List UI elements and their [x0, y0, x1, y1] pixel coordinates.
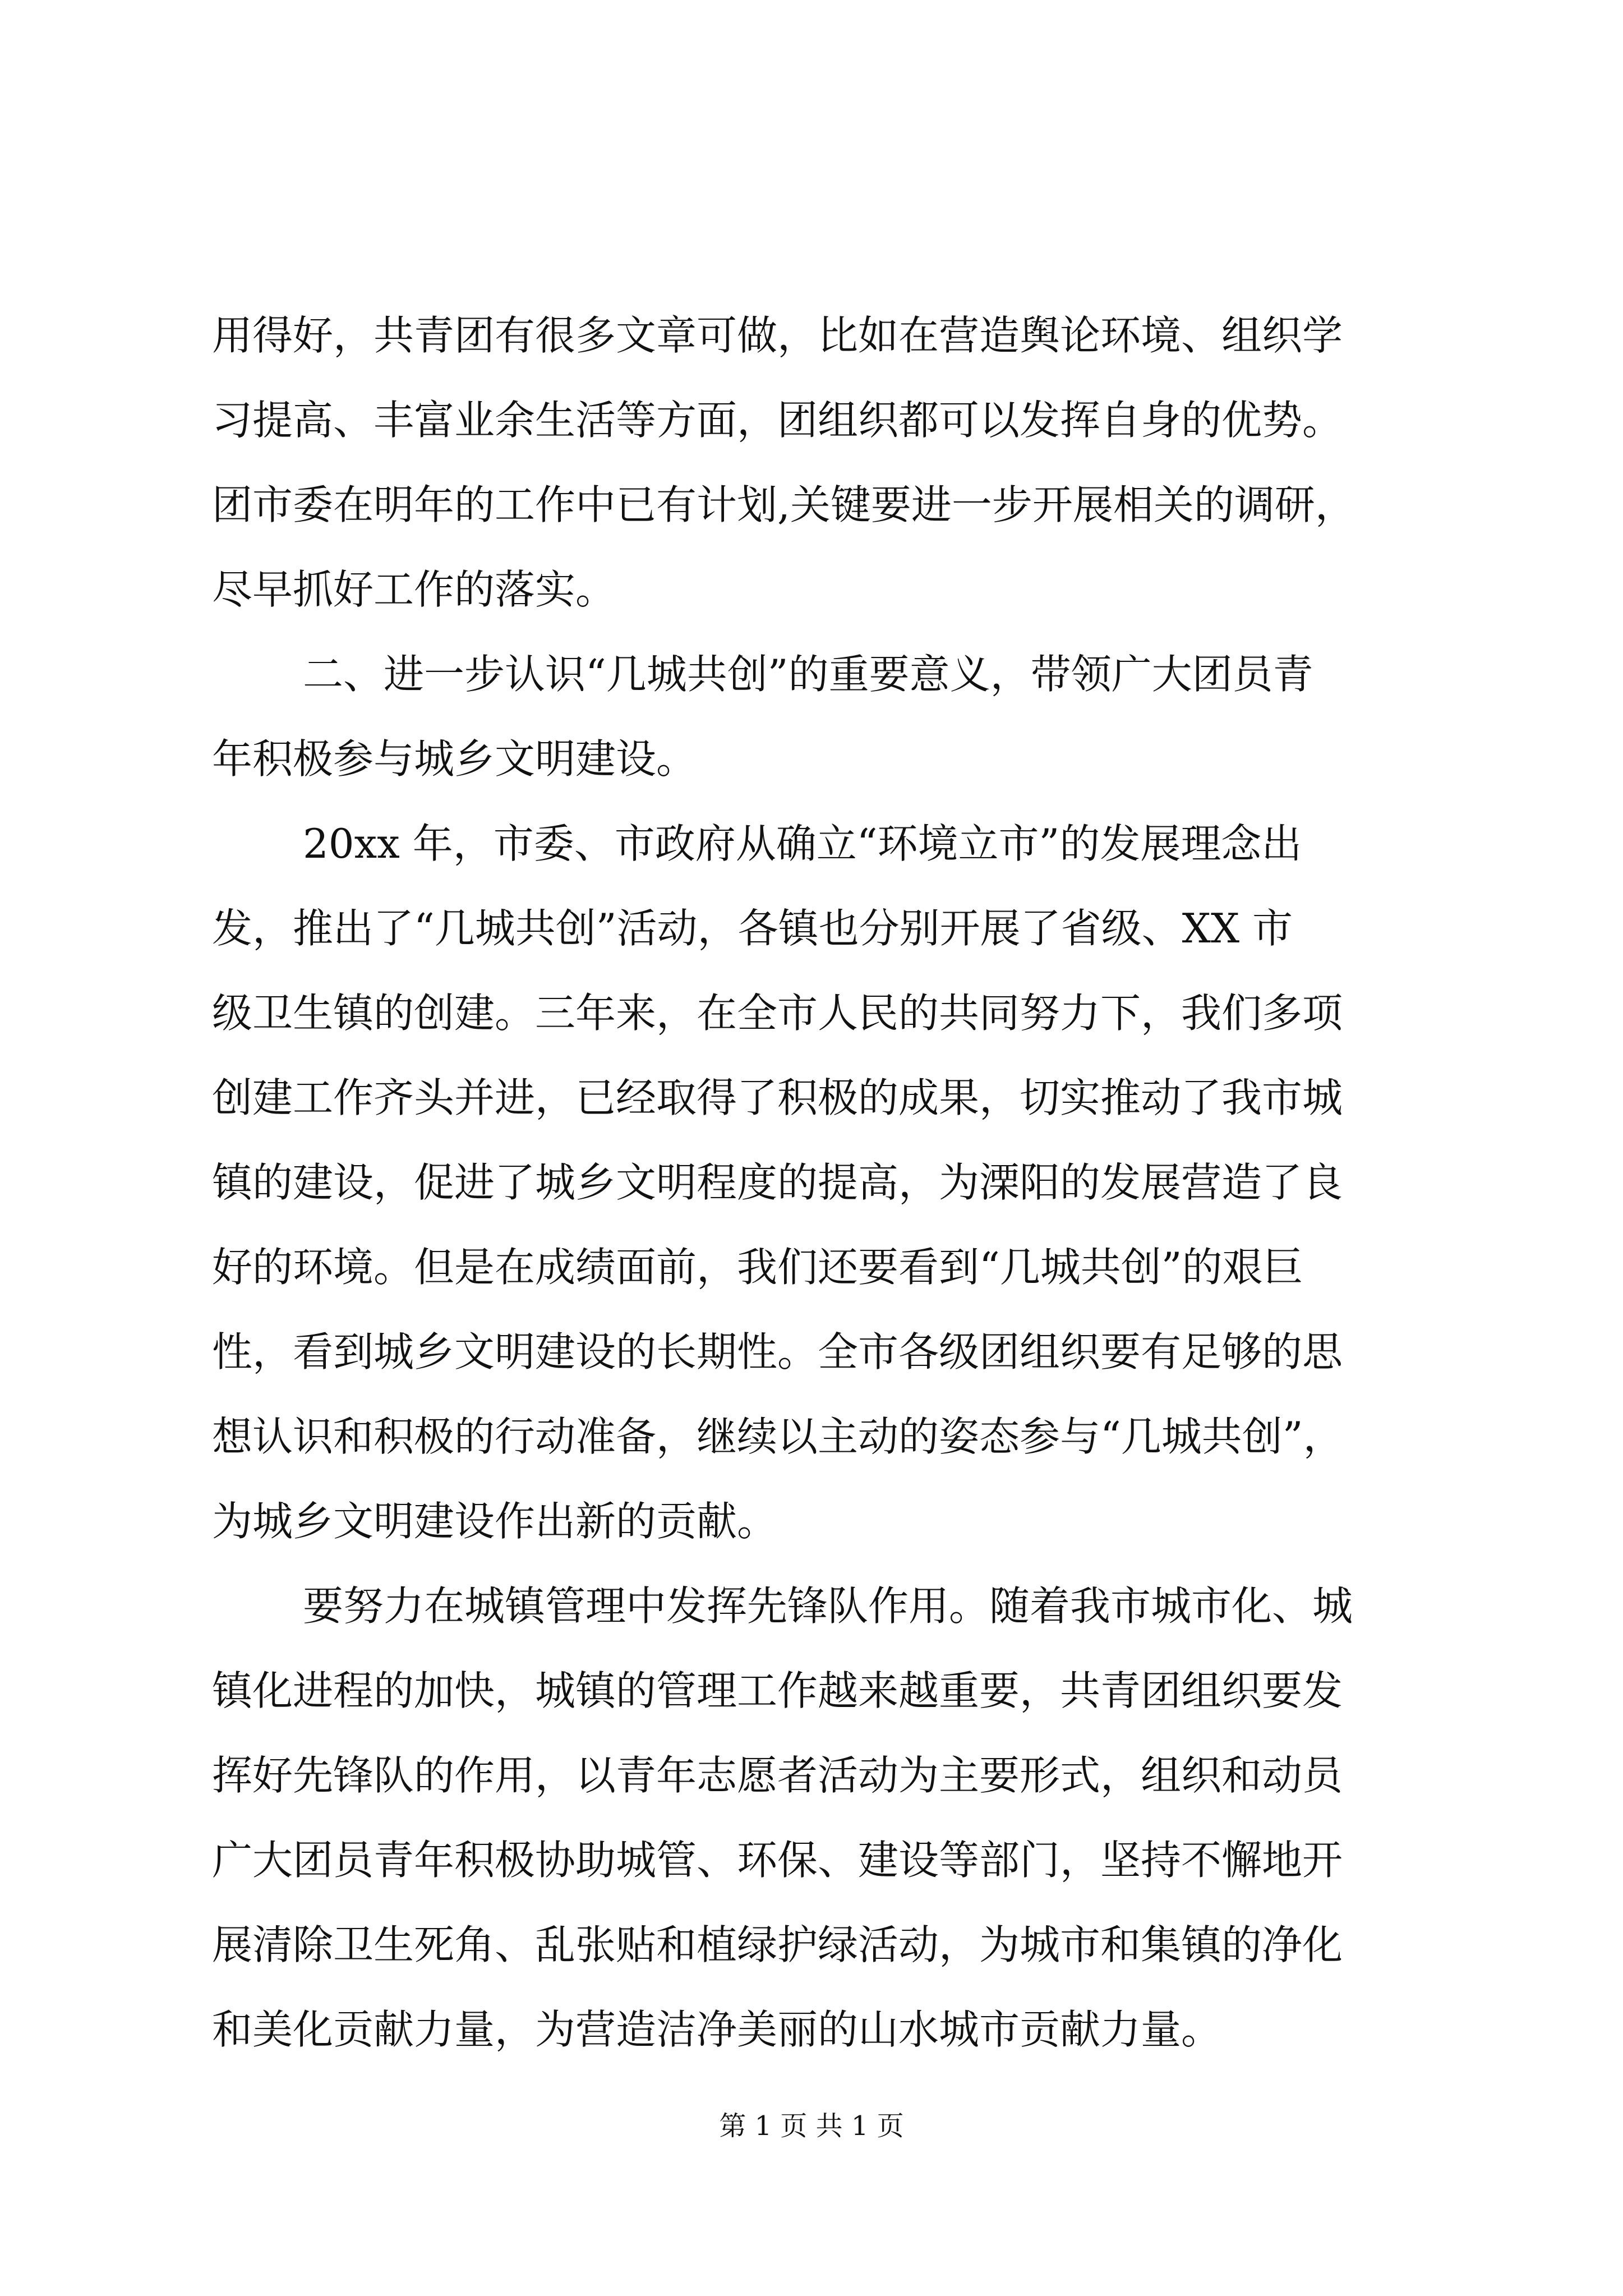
paragraph-2-line-1: 二、进一步认识“几城共创”的重要意义，带领广大团员青: [303, 651, 1313, 698]
paragraph-3-line-4: 创建工作齐头并进，已经取得了积极的成果，切实推动了我市城: [212, 1074, 1343, 1121]
paragraph-4-line-2: 镇化进程的加快，城镇的管理工作越来越重要，共青团组织要发: [212, 1667, 1343, 1714]
paragraph-3-line-1: 20xx 年，市委、市政府从确立“环境立市”的发展理念出: [303, 820, 1302, 867]
paragraph-3-line-9: 为城乡文明建设作出新的贡献。: [212, 1498, 778, 1545]
paragraph-3-line-2: 发，推出了“几城共创”活动，各镇也分别开展了省级、XX 市: [212, 905, 1293, 952]
paragraph-3-line-6: 好的环境。但是在成绩面前，我们还要看到“几城共创”的艰巨: [212, 1244, 1303, 1291]
paragraph-4-line-1: 要努力在城镇管理中发挥先锋队作用。随着我市城市化、城: [303, 1582, 1353, 1630]
paragraph-4-line-3: 挥好先锋队的作用，以青年志愿者活动为主要形式，组织和动员: [212, 1752, 1343, 1799]
page-number-footer: 第 1 页 共 1 页: [719, 2110, 904, 2142]
paragraph-1-line-4: 尽早抓好工作的落实。: [212, 566, 616, 613]
paragraph-4-line-6: 和美化贡献力量，为营造洁净美丽的山水城市贡献力量。: [212, 2006, 1222, 2053]
paragraph-3-line-7: 性，看到城乡文明建设的长期性。全市各级团组织要有足够的思: [212, 1328, 1343, 1375]
paragraph-1-line-1: 用得好，共青团有很多文章可做，比如在营造舆论环境、组织学: [212, 312, 1343, 359]
paragraph-3-line-5: 镇的建设，促进了城乡文明程度的提高，为溧阳的发展营造了良: [212, 1159, 1343, 1206]
paragraph-3-line-3: 级卫生镇的创建。三年来，在全市人民的共同努力下，我们多项: [212, 990, 1343, 1037]
paragraph-1-line-2: 习提高、丰富业余生活等方面，团组织都可以发挥自身的优势。: [212, 397, 1343, 444]
paragraph-4-line-4: 广大团员青年积极协助城管、环保、建设等部门，坚持不懈地开: [212, 1837, 1343, 1884]
paragraph-1-line-3: 团市委在明年的工作中已有计划,关键要进一步开展相关的调研，: [212, 481, 1355, 528]
paragraph-4-line-5: 展清除卫生死角、乱张贴和植绿护绿活动，为城市和集镇的净化: [212, 1921, 1343, 1968]
paragraph-2-line-2: 年积极参与城乡文明建设。: [212, 735, 697, 783]
paragraph-3-line-8: 想认识和积极的行动准备，继续以主动的姿态参与“几城共创”，: [212, 1413, 1344, 1460]
